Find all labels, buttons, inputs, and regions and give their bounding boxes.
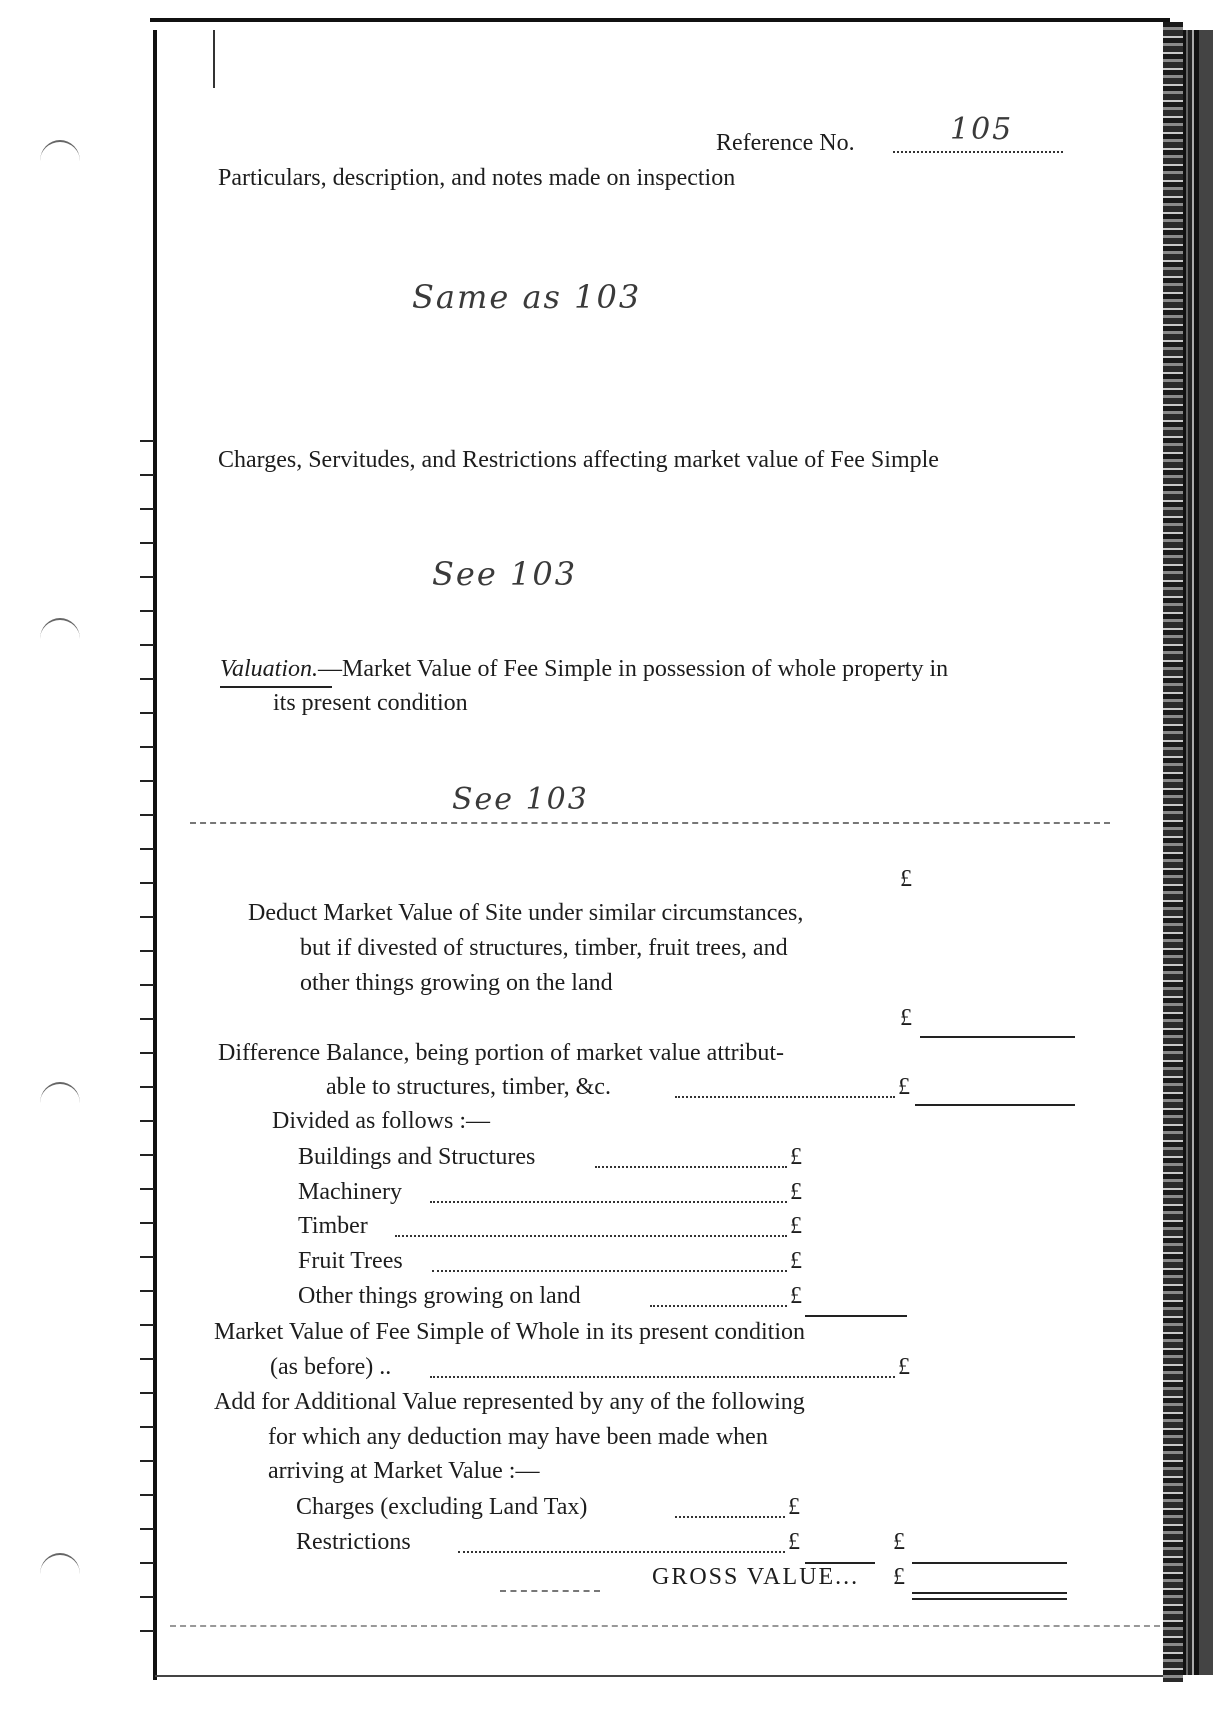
valuation-line-1 xyxy=(220,654,948,684)
margin-tick xyxy=(140,712,154,714)
item-fruit-trees-label: Fruit Trees xyxy=(298,1248,403,1274)
margin-tick xyxy=(140,1494,154,1496)
item-other-things-label: Other things growing on land xyxy=(298,1283,581,1309)
margin-tick xyxy=(140,1358,154,1360)
charges-handwritten-note: See 103 xyxy=(432,555,578,593)
difference-leader xyxy=(675,1096,895,1098)
reference-number: 105 xyxy=(950,112,1014,147)
difference-amount-line xyxy=(915,1104,1075,1106)
item-buildings-pound: £ xyxy=(790,1144,802,1170)
bottom-dashed-line xyxy=(170,1625,1160,1627)
punch-hole-mark xyxy=(40,1082,80,1124)
add-restrictions-label: Restrictions xyxy=(296,1529,411,1555)
margin-tick xyxy=(140,440,154,442)
item-other-things-leader xyxy=(650,1305,787,1307)
margin-tick xyxy=(140,1222,154,1224)
add-charges-label: Charges (excluding Land Tax) xyxy=(296,1494,588,1520)
item-fruit-trees-leader xyxy=(432,1270,787,1272)
item-buildings-leader xyxy=(595,1166,787,1168)
deduct-line-3: other things growing on the land xyxy=(300,970,613,996)
deduct-line-1: Deduct Market Value of Site under similar circumstances, xyxy=(248,900,804,926)
margin-tick xyxy=(140,916,154,918)
margin-tick xyxy=(140,678,154,680)
deduct-pound: £ xyxy=(900,1005,912,1031)
margin-tick xyxy=(140,1086,154,1088)
binding-spine xyxy=(1163,22,1183,1682)
margin-tick xyxy=(140,1596,154,1598)
punch-hole-mark xyxy=(40,1553,80,1595)
valuation-pound: £ xyxy=(900,866,912,892)
item-other-things-pound: £ xyxy=(790,1283,802,1309)
margin-tick xyxy=(140,542,154,544)
margin-tick xyxy=(140,882,154,884)
punch-hole-mark xyxy=(40,140,80,182)
add-line-2: for which any deduction may have been made when xyxy=(268,1424,768,1450)
difference-line-2: able to structures, timber, &c. xyxy=(326,1074,611,1100)
divided-heading: Divided as follows :— xyxy=(272,1108,490,1134)
punch-hole-mark xyxy=(40,618,80,660)
gross-value-line-1 xyxy=(912,1592,1067,1594)
margin-tick xyxy=(140,508,154,510)
margin-tick xyxy=(140,576,154,578)
page-top-edge xyxy=(150,18,1170,22)
item-timber-leader xyxy=(395,1235,787,1237)
margin-tick xyxy=(140,1392,154,1394)
margin-tick xyxy=(140,474,154,476)
particulars-handwritten-note: Same as 103 xyxy=(412,278,642,316)
item-buildings-label: Buildings and Structures xyxy=(298,1144,536,1170)
gross-value-label: GROSS VALUE... xyxy=(652,1564,860,1590)
add-line-3: arriving at Market Value :— xyxy=(268,1458,540,1484)
add-amount-line xyxy=(912,1562,1067,1564)
margin-tick xyxy=(140,984,154,986)
page-left-edge xyxy=(153,30,157,1680)
gross-value-pound: £ xyxy=(893,1564,905,1590)
page-bottom-edge xyxy=(155,1675,1165,1677)
margin-tick xyxy=(140,848,154,850)
margin-tick xyxy=(140,1290,154,1292)
margin-tick xyxy=(140,950,154,952)
add-charges-pound: £ xyxy=(788,1494,800,1520)
market-whole-leader xyxy=(430,1376,895,1378)
margin-tick xyxy=(140,644,154,646)
deduct-amount-line xyxy=(920,1036,1075,1038)
add-line-1: Add for Additional Value represented by any of the following xyxy=(214,1389,805,1415)
item-machinery-label: Machinery xyxy=(298,1179,402,1205)
item-timber-label: Timber xyxy=(298,1213,368,1239)
market-whole-pound: £ xyxy=(898,1354,910,1380)
market-whole-line-1: Market Value of Fee Simple of Whole in its present condition xyxy=(214,1319,805,1345)
binding-spine-edge xyxy=(1183,30,1213,1675)
valuation-heading: Valuation. xyxy=(220,656,319,682)
valuation-dashed-line xyxy=(190,822,1110,824)
left-margin-rule xyxy=(213,30,215,88)
margin-tick xyxy=(140,1426,154,1428)
item-machinery-leader xyxy=(430,1201,787,1203)
item-machinery-pound: £ xyxy=(790,1179,802,1205)
margin-tick xyxy=(140,780,154,782)
add-subtotal-pound: £ xyxy=(893,1529,905,1555)
margin-tick xyxy=(140,1630,154,1632)
charges-label: Charges, Servitudes, and Restrictions affecting market value of Fee Simple xyxy=(218,447,939,473)
margin-tick xyxy=(140,1528,154,1530)
margin-tick xyxy=(140,1256,154,1258)
divided-subtotal-line xyxy=(805,1315,907,1317)
reference-label: Reference No. xyxy=(716,130,855,156)
margin-tick xyxy=(140,1154,154,1156)
add-restrictions-pound: £ xyxy=(788,1529,800,1555)
valuation-handwritten-note: See 103 xyxy=(452,782,589,817)
margin-tick xyxy=(140,814,154,816)
deduct-line-2: but if divested of structures, timber, fruit trees, and xyxy=(300,935,788,961)
margin-tick xyxy=(140,1324,154,1326)
margin-tick xyxy=(140,1562,154,1564)
margin-tick xyxy=(140,1188,154,1190)
difference-pound: £ xyxy=(898,1074,910,1100)
margin-tick xyxy=(140,1018,154,1020)
item-timber-pound: £ xyxy=(790,1213,802,1239)
valuation-text-1: —Market Value of Fee Simple in possession of whole property in xyxy=(318,656,949,682)
margin-tick xyxy=(140,1460,154,1462)
margin-tick xyxy=(140,1052,154,1054)
market-whole-line-2: (as before) .. xyxy=(270,1354,392,1380)
gross-value-line-2 xyxy=(912,1598,1067,1600)
add-charges-leader xyxy=(675,1516,785,1518)
margin-tick xyxy=(140,610,154,612)
margin-tick xyxy=(140,1120,154,1122)
particulars-label: Particulars, description, and notes made on inspection xyxy=(218,165,736,191)
gross-dashed-line xyxy=(500,1590,600,1592)
reference-dotted-line xyxy=(893,151,1063,153)
difference-line-1: Difference Balance, being portion of market value attribut- xyxy=(218,1040,784,1066)
item-fruit-trees-pound: £ xyxy=(790,1248,802,1274)
valuation-text-2: its present condition xyxy=(273,690,468,716)
margin-tick xyxy=(140,746,154,748)
add-restrictions-leader xyxy=(458,1551,785,1553)
